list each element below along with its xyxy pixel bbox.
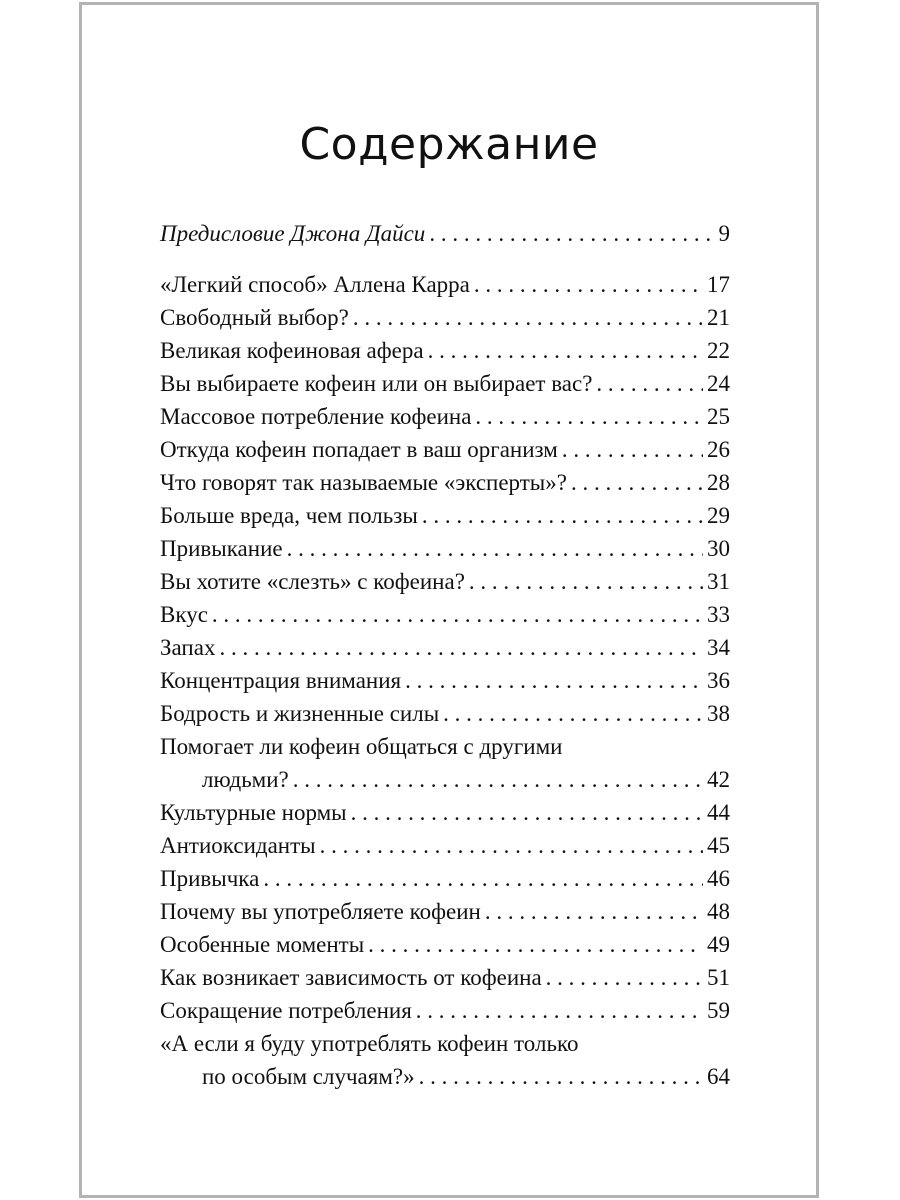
leader-dots — [368, 928, 703, 961]
toc-entry-page: 21 — [707, 305, 730, 330]
toc-entry-page: 45 — [707, 833, 730, 858]
toc-entry-page: 29 — [707, 503, 730, 528]
toc-entry-label: Массовое потребление кофеина — [160, 404, 472, 429]
leader-dots — [351, 796, 703, 829]
toc-entry-label: Откуда кофеин попадает в ваш организм — [160, 437, 558, 462]
toc-entry-page: 28 — [707, 470, 730, 495]
leader-dots — [416, 994, 703, 1027]
toc-entry[interactable] — [160, 217, 730, 250]
toc-entry-page: 17 — [707, 272, 730, 297]
toc-entry[interactable] — [160, 301, 730, 334]
toc-entry-page: 59 — [707, 998, 730, 1023]
toc-entry-page: 51 — [707, 965, 730, 990]
toc-entry-label: Больше вреда, чем пользы — [160, 503, 418, 528]
toc-entry[interactable] — [160, 895, 730, 928]
toc-entry-label: Великая кофеиновая афера — [160, 338, 424, 363]
leader-dots — [293, 763, 703, 796]
toc-entry[interactable] — [160, 928, 730, 961]
toc-entry-label: Особенные моменты — [160, 932, 365, 957]
leader-dots — [429, 217, 714, 250]
leader-dots — [419, 1060, 703, 1093]
toc-entry-page: 48 — [707, 899, 730, 924]
toc-entry-label: Вы хотите «слезть» с кофеина? — [160, 569, 465, 594]
toc-entry[interactable] — [160, 598, 730, 631]
toc-entry-page: 38 — [707, 701, 730, 726]
toc-entry[interactable] — [160, 532, 730, 565]
toc-entry[interactable] — [160, 268, 730, 301]
toc-entry[interactable] — [160, 631, 730, 664]
leader-dots — [485, 895, 703, 928]
toc-entry-label: Помогает ли кофеин общаться с другими — [160, 734, 563, 759]
toc-entry-page: 42 — [707, 767, 730, 792]
toc-entry-label: Привыкание — [160, 536, 283, 561]
toc-entry-label: Запах — [160, 635, 216, 660]
leader-dots — [562, 433, 703, 466]
toc-entry-page: 9 — [718, 221, 730, 246]
leader-dots — [320, 829, 703, 862]
toc-entry-label: Привычка — [160, 866, 260, 891]
toc-entry[interactable] — [160, 334, 730, 367]
toc-entry-page: 64 — [707, 1064, 730, 1089]
toc-entry-label-continued: по особым случаям?» — [202, 1064, 415, 1089]
toc-entry[interactable] — [160, 400, 730, 433]
toc-entry-page: 44 — [707, 800, 730, 825]
toc-entry-page: 34 — [707, 635, 730, 660]
toc-entry-label: «А если я буду употреблять кофеин только — [160, 1031, 579, 1056]
leader-dots — [422, 499, 703, 532]
toc-entry-page: 49 — [707, 932, 730, 957]
leader-dots — [443, 697, 703, 730]
toc-entry-page: 22 — [707, 338, 730, 363]
toc-entry-page: 36 — [707, 668, 730, 693]
leader-dots — [546, 961, 703, 994]
toc-entry-label: Почему вы употребляете кофеин — [160, 899, 481, 924]
toc-entry-page: 26 — [707, 437, 730, 462]
toc-entry[interactable] — [160, 796, 730, 829]
toc-entry-label: Что говорят так называемые «эксперты»? — [160, 470, 567, 495]
leader-dots — [571, 466, 703, 499]
toc-entry[interactable] — [160, 499, 730, 532]
toc-entry-page: 33 — [707, 602, 730, 627]
toc-entry-label-continued: людьми? — [202, 767, 289, 792]
toc-entry-page: 25 — [707, 404, 730, 429]
toc-entry-label: Вы выбираете кофеин или он выбирает вас? — [160, 371, 593, 396]
leader-dots — [287, 532, 703, 565]
page-title: Содержание — [299, 119, 599, 170]
table-of-contents — [160, 217, 730, 1093]
toc-entry[interactable] — [160, 961, 730, 994]
toc-entry[interactable] — [160, 367, 730, 400]
toc-entry[interactable] — [160, 664, 730, 697]
toc-entry-label: Концентрация внимания — [160, 668, 402, 693]
toc-entry-page: 31 — [707, 569, 730, 594]
toc-entry[interactable] — [160, 730, 730, 796]
toc-entry-label: «Легкий способ» Аллена Карра — [160, 272, 470, 297]
toc-entry-label: Сокращение потребления — [160, 998, 412, 1023]
toc-entry[interactable] — [160, 433, 730, 466]
toc-entry[interactable] — [160, 994, 730, 1027]
toc-entry-label: Бодрость и жизненные силы — [160, 701, 440, 726]
toc-entry-label: Как возникает зависимость от кофеина — [160, 965, 542, 990]
leader-dots — [469, 565, 703, 598]
leader-dots — [212, 598, 703, 631]
toc-entry-page: 46 — [707, 866, 730, 891]
leader-dots — [405, 664, 703, 697]
leader-dots — [353, 301, 703, 334]
leader-dots — [219, 631, 703, 664]
toc-entry[interactable] — [160, 862, 730, 895]
leader-dots — [596, 367, 703, 400]
leader-dots — [475, 400, 703, 433]
leader-dots — [428, 334, 703, 367]
toc-entry-label: Вкус — [160, 602, 208, 627]
toc-entry-page: 30 — [707, 536, 730, 561]
toc-entry-label: Антиоксиданты — [160, 833, 316, 858]
leader-dots — [474, 268, 703, 301]
toc-entry-label: Предисловие Джона Дайси — [160, 221, 426, 246]
toc-entry-label: Свободный выбор? — [160, 305, 349, 330]
toc-entry[interactable] — [160, 829, 730, 862]
toc-entry[interactable] — [160, 1027, 730, 1093]
toc-entry-label: Культурные нормы — [160, 800, 347, 825]
leader-dots — [263, 862, 703, 895]
book-page — [79, 2, 819, 1198]
toc-entry[interactable] — [160, 565, 730, 598]
toc-entry[interactable] — [160, 466, 730, 499]
toc-entry-page: 24 — [707, 371, 730, 396]
toc-entry[interactable] — [160, 697, 730, 730]
